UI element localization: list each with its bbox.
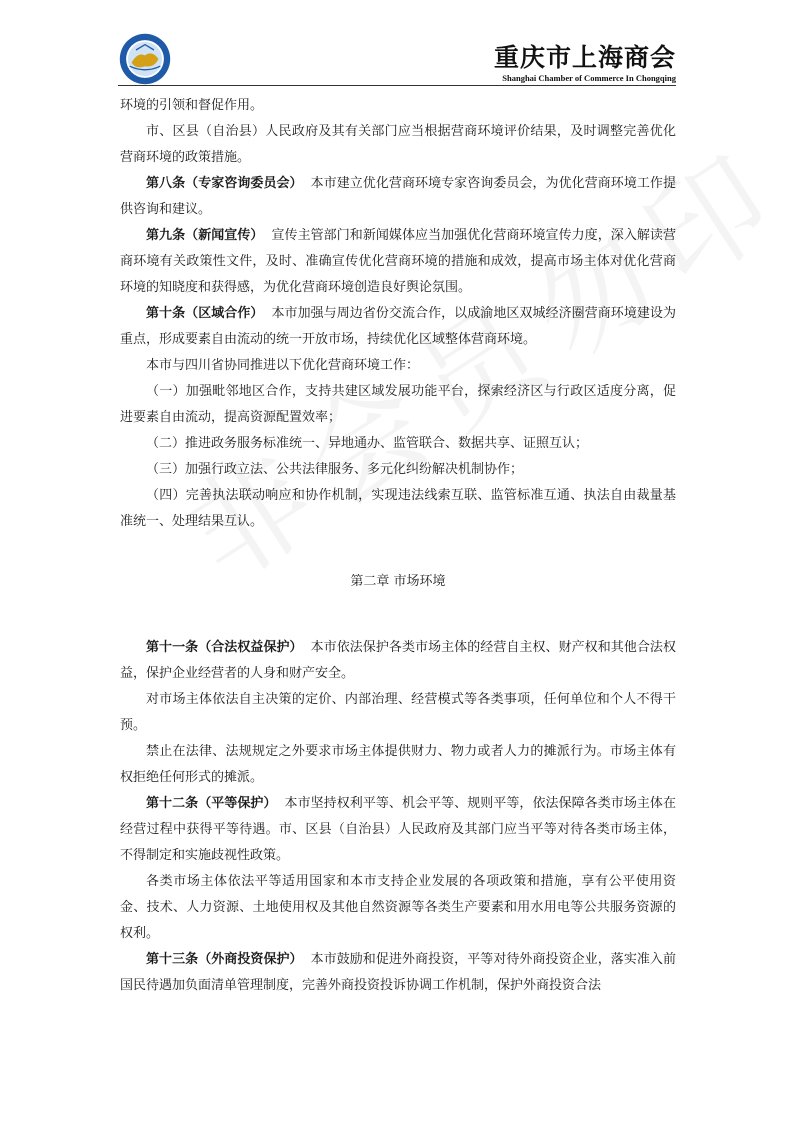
paragraph-text: （一）加强毗邻地区合作，支持共建区域发展功能平台，探索经济区与行政区适度分离，促进要素自由流动，提高资源配置效率；: [120, 384, 676, 425]
paragraph-text: 宣传主管部门和新闻媒体应当加强优化营商环境宣传力度，深入解读营商环境有关政策性文件，及时、准确宣传优化营商环境的措施和成效，提高市场主体对优化营商环境的知晓度和获得感，为优化营商环境创造良好舆论氛围。: [120, 228, 676, 295]
chapter-heading: 第二章 市场环境: [350, 574, 446, 589]
paragraph-text: （四）完善执法联动响应和协作机制，实现违法线索互联、监管标准互通、执法自由裁量基准统一、处理结果互认。: [120, 488, 676, 529]
paragraph-text: 对市场主体依法自主决策的定价、内部治理、经营模式等各类事项，任何单位和个人不得干预。: [120, 692, 676, 733]
paragraph: [120, 739, 676, 791]
header-divider: [118, 85, 676, 86]
paragraph-text: 本市建立优化营商环境专家咨询委员会，为优化营商环境工作提供咨询和建议。: [120, 176, 676, 217]
article-heading: 第十三条（外商投资保护）: [146, 952, 303, 967]
paragraph: [120, 93, 676, 119]
article-paragraph: [120, 635, 676, 687]
paragraph-text: 本市依法保护各类市场主体的经营自主权、财产权和其他合法权益，保护企业经营者的人身和财产安全。: [120, 640, 676, 681]
paragraph-text: 本市加强与周边省份交流合作，以成渝地区双城经济圈营商环境建设为重点，形成要素自由流动的统一开放市场，持续优化区域整体营商环境。: [120, 306, 676, 347]
org-name-en: Shanghai Chamber of Commerce In Chongqing: [502, 73, 676, 83]
article-heading: 第十条（区域合作）: [146, 306, 264, 321]
article-paragraph: [120, 947, 676, 999]
paragraph-text: 本市坚持权利平等、机会平等、规则平等，依法保障各类市场主体在经营过程中获得平等待遇。市、区县（自治县）人民政府及其部门应当平等对待各类市场主体，不得制定和实施歧视性政策。: [120, 796, 676, 863]
article-paragraph: [120, 301, 676, 353]
org-name-cn: 重庆市上海商会: [493, 43, 676, 72]
article-paragraph: [120, 223, 676, 301]
paragraph: [120, 457, 676, 483]
paragraph-text: （三）加强行政立法、公共法律服务、多元化纠纷解决机制协作；: [146, 462, 524, 477]
article-paragraph: [120, 791, 676, 869]
chamber-seal-logo-icon: [118, 32, 172, 86]
paragraph: [120, 431, 676, 457]
paragraph: [120, 869, 676, 947]
paragraph: [120, 379, 676, 431]
paragraph: [120, 483, 676, 535]
article-heading: 第十二条（平等保护）: [146, 796, 277, 811]
paragraph: [120, 353, 676, 379]
paragraph-text: 环境的引领和督促作用。: [120, 98, 264, 113]
paragraph-text: 本市与四川省协同推进以下优化营商环境工作：: [146, 358, 420, 373]
paragraph: [120, 119, 676, 171]
paragraph-text: （二）推进政务服务标准统一、异地通办、监管联合、数据共享、证照互认；: [146, 436, 589, 451]
paragraph-text: 禁止在法律、法规规定之外要求市场主体提供财力、物力或者人力的摊派行为。市场主体有权拒绝任何形式的摊派。: [120, 744, 676, 785]
paragraph-text: 各类市场主体依法平等适用国家和本市支持企业发展的各项政策和措施，享有公平使用资金、技术、人力资源、土地使用权及其他自然资源等各类生产要素和用水用电等公共服务资源的权利。: [120, 874, 676, 941]
article-paragraph: [120, 171, 676, 223]
article-heading: 第八条（专家咨询委员会）: [146, 176, 303, 191]
paragraph: [120, 687, 676, 739]
article-heading: 第十一条（合法权益保护）: [146, 640, 303, 655]
paragraph-text: 市、区县（自治县）人民政府及其有关部门应当根据营商环境评价结果，及时调整完善优化营商环境的政策措施。: [120, 124, 676, 165]
article-heading: 第九条（新闻宣传）: [146, 228, 264, 243]
page-header: [118, 30, 676, 86]
document-body: [120, 93, 676, 999]
paragraph-text: 本市鼓励和促进外商投资，平等对待外商投资企业，落实准入前国民待遇加负面清单管理制度，完善外商投资投诉协调工作机制，保护外商投资合法: [120, 952, 676, 993]
